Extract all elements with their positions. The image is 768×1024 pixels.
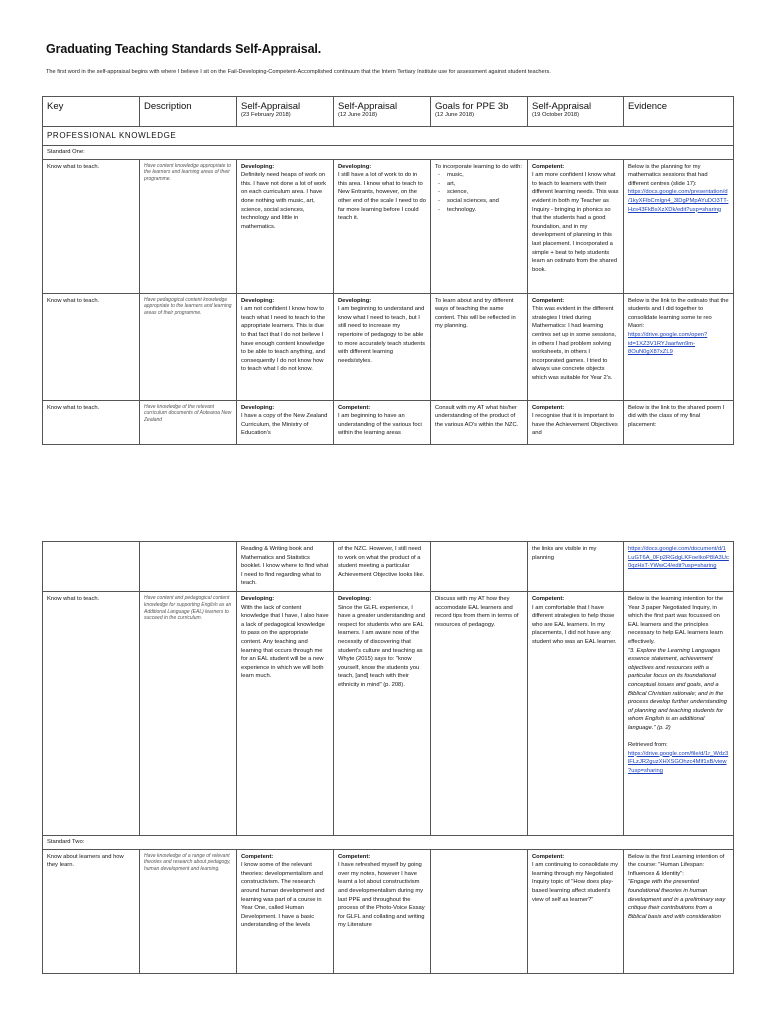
table-row [43,159,734,293]
goals-list [435,171,523,214]
goals-cell: Discuss with my AT how they accomodate EAL learners and record tips from them in terms of resources of pedagogy. [431,591,528,835]
evidence-cell: Below is the link to the shared poem I did with the class of my final placement: [624,400,734,444]
key-cell: Know what to teach. [43,400,140,444]
self-appraisal-3-cell: Competent: I am continuing to consolidate my learning through my Negotiated Inquiry topic of "How does play-based learning affect student's view of self as learner?" [528,849,624,973]
evidence-cell [624,542,734,592]
self-appraisal-2-cell: Developing: Since the GLFL experience, I have a greater understanding and respect for students who are EAL learners. I am aware now of the necessity of discovering that student's culture and teaching as Whyte (2015) says to: "know yourself, know the students you teach, [and] teach with their ethnicity in mind" (p. 208). [334,591,431,835]
evidence-quote: "Engage with the presented foundational theories in human development and in a preliminary way critique their contributions from a Biblical basis and with consideration [628,879,726,920]
evidence-link[interactable]: https://drive.google.com/file/d/1r_Wdz3lFLzJR2guzXHXSGOhzc4Mlf1sB/view?usp=sharing [628,750,729,774]
goals-cell: To learn about and try different ways of teaching the same content. This will be reflected in my planning. [431,293,528,400]
evidence-quote: "3. Explore the Learning Languages essence statement, achievement objectives and resources with a particular focus on its foundational conceptual issues and goals, and a Biblical Christian rationale; and in the process develop further understanding of planning and teaching students for whom English is an additional language." (p. 2) [628,647,727,731]
goals-cell: Consult with my AT what his/her understanding of the product of the various AO's within the NZC. [431,400,528,444]
section-row [43,127,734,146]
self-appraisal-3-cell: Competent: I am more confident I know what to teach to learners with their different learning needs. This was evident in both my Teacher as Inquiry - bringing in phonics so that the students had a good foundation, and in my development of planning in this last placement. I incorporated a simple + beat to help students learn an ostinato from the shared book. [528,159,624,293]
table-row [43,293,734,400]
list-item: - social sciences, and [447,197,523,206]
evidence-cell: Below is the link to the ostinato that the students and I did together to consolidate learning some te reo Maori: https://drive.google.com/open?id=1XZ3V1RYJaarfwn9m-8OuN0gX87xZL9 [624,293,734,400]
header-evidence: Evidence [624,97,734,127]
key-cell: Know what to teach. [43,159,140,293]
header-key: Key [43,97,140,127]
self-appraisal-2-cell: Developing: I am beginning to understand and know what I need to teach, but I still need to increase my repertoire of pedagogy to be able to more accurately teach students with different learning needs/styles. [334,293,431,400]
self-appraisal-3-cell: the links are visible in my planning [528,542,624,592]
header-description: Description [140,97,237,127]
self-appraisal-3-cell: Competent: This was evident in the different strategies I tried during Mathematics: I had learning centres set up in some sessions, in others I had problem solving worksheets, in others I incorporated games. I tried to always use concrete objects which was suitable for Year 2's. [528,293,624,400]
self-appraisal-1-cell: Developing: I have a copy of the New Zealand Curriculum, the Ministry of Education's [237,400,334,444]
evidence-cell: Below is the learning intention for the Year 3 paper Negotiated Inquiry, in which the first part was focussed on EAL learners and the principles necessary to help EAL learners learn effectively. "3. Explore the Learning Languages essence statement, achievement objectives and resources with a particular focus on its foundational conceptual issues and goals, and a Biblical Christian rationale; and in the process develop further understanding of planning and teaching students for whom English is an additional language." (p. 2) Retrieved from: https://drive.google.com/file/d/1r_Wdz3lFLzJR2guzXHXSGOhzc4Mlf1sB/view?usp=sharing [624,591,734,835]
evidence-link[interactable]: https://docs.google.com/document/d/1LuGT6A_0Fp2RGdgLKFoeIkoP8IA3Uc0qzHsT-YWwC4/edit?usp=sharing [628,546,729,570]
description-cell: Have knowledge of the relevant curriculum documents of Aotearoa New Zealand [140,400,237,444]
description-cell: Have pedagogical content knowledge appropriate to the learners and learning areas of their programme. [140,293,237,400]
goals-cell [431,542,528,592]
evidence-link[interactable]: https://docs.google.com/presentation/d/1kyXFlbCmlgn4_3lDgPMpAYuDO3TT-Hzs43FkBsXzXDk/edit?usp=sharing [628,189,729,213]
self-appraisal-2-cell: of the NZC. However, I still need to work on what the product of a student meeting a particular Achievement Objective looks like. [334,542,431,592]
table-row [43,591,734,835]
header-self-appraisal-3: Self-Appraisal (19 October 2018) [528,97,624,127]
self-appraisal-1-cell: Competent: I know some of the relevant theories: developmentalism and constructivism. The research around human development and learning was part of a course in Year One, called Human Development. I have a basic understanding of the levels [237,849,334,973]
header-self-appraisal-1: Self-Appraisal (23 February 2018) [237,97,334,127]
section-title: PROFESSIONAL KNOWLEDGE [43,127,734,146]
standard-row [43,146,734,160]
description-cell: Have content knowledge appropriate to the learners and learning areas of their programme. [140,159,237,293]
self-appraisal-1-cell: Developing: With the lack of content knowledge that I have, I also have a lack of pedagogical knowledge to pass on the appropriate content. Any teaching and learning that occurs through me for an EAL student will be a new experience in which we will both learn much. [237,591,334,835]
appraisal-table-part1 [42,96,734,445]
self-appraisal-2-cell: Competent: I am beginning to have an understanding of the various foci within the learning areas [334,400,431,444]
table-row [43,542,734,592]
list-item: - art, [447,180,523,189]
self-appraisal-1-cell: Developing: Definitely need heaps of work on this. I have not done a lot of work on each curriculum area. I have done nothing with music, art, science, social sciences, technology and little in mathematics. [237,159,334,293]
header-self-appraisal-2: Self-Appraisal (12 June 2018) [334,97,431,127]
intro-text: The first word in the self-appraisal begins with where I believe I sit on the Fail-Developing-Competent-Accomplished continuum that the Intern Tertiary Institute use for assessment against student teachers. [46,69,551,75]
standard-row [43,835,734,849]
key-cell: Know about learners and how they learn. [43,849,140,973]
list-item: - music, [447,171,523,180]
description-cell: Have content and pedagogical content knowledge for supporting English as an Additional Language (EAL) learners to succeed in the curriculum. [140,591,237,835]
retrieved-label: Retrieved from: [628,742,668,749]
standard-two-label: Standard Two: [43,835,734,849]
list-item: - science, [447,188,523,197]
self-appraisal-1-cell: Developing: I am not confident I know how to teach what I need to teach to the appropriate learners. This is due to that fact that I do not believe I have enough content knowledge to be able to teach anything, and consequently I do not know how to teach what I do not know. [237,293,334,400]
key-cell [43,542,140,592]
evidence-link[interactable]: https://drive.google.com/open?id=1XZ3V1RYJaarfwn9m-8OuN0gX87xZL9 [628,331,708,356]
table-row [43,849,734,973]
description-cell [140,542,237,592]
header-goals: Goals for PPE 3b (12 June 2018) [431,97,528,127]
self-appraisal-2-cell: Competent: I have refreshed myself by going over my notes, however I have learnt a lot about constructivism and developmentalism during my last PPE and throughout the process of the Photo-Voice Essay for GLFL and collating and writing my Literature [334,849,431,973]
evidence-cell: Below is the first Learning intention of the course: "Human Lifespan: Influences & Identity": "Engage with the presented foundational theories in human development and in a preliminary way critique their contributions from a Biblical basis and with consideration [624,849,734,973]
page-title: Graduating Teaching Standards Self-Appraisal. [46,42,322,56]
appraisal-table-part2 [42,541,734,974]
table-row [43,400,734,444]
self-appraisal-3-cell: Competent: I recognise that it is important to have the Achievement Objectives and [528,400,624,444]
header-row [43,97,734,127]
self-appraisal-2-cell: Developing: I still have a lot of work to do in this area. I know what to teach to New Entrants, however, on the other end of the scale I need to do far more learning before I could teach it. [334,159,431,293]
self-appraisal-1-cell: Reading & Writing book and Mathematics and Statistics booklet. I know where to find what I need to find regarding what to teach. [237,542,334,592]
goals-cell: To incorporate learning to do with: - music, - art, - science, - social sciences, and - technology. [431,159,528,293]
self-appraisal-3-cell: Competent: I am comfortable that I have different strategies to help those who are EAL learners. In my placements, I did not have any student who was an EAL learner. [528,591,624,835]
evidence-cell: Below is the planning for my mathematics sessions that had different centres (slide 17): https://docs.google.com/presentation/d/1kyXFlbCmlgn4_3lDgPMpAYuDO3TT-Hzs43FkBsXzXDk/edit?usp=sharing [624,159,734,293]
description-cell: Have knowledge of a range of relevant theories and research about pedagogy, human development and learning. [140,849,237,973]
standard-one-label: Standard One: [43,146,734,160]
goals-cell [431,849,528,973]
key-cell: Know what to teach. [43,293,140,400]
list-item: - technology. [447,206,523,215]
key-cell: Know what to teach. [43,591,140,835]
